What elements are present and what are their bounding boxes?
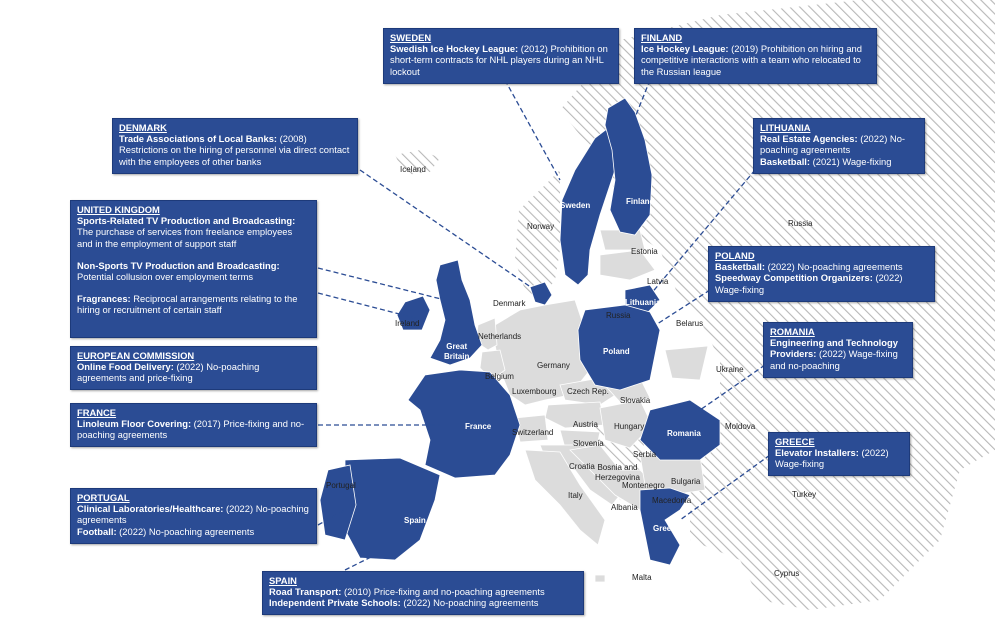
info-box-romania	[763, 322, 913, 378]
label-russia-east: Russia	[788, 219, 813, 228]
box-entry: Road Transport: (2010) Price-fixing and no-poaching agreements	[269, 586, 545, 598]
box-entry: Basketball: (2021) Wage-fixing	[760, 155, 892, 167]
box-entry: Engineering and Technology Providers: (2022) Wage-fixing and no-poaching	[770, 337, 898, 371]
label-norway: Norway	[527, 222, 555, 231]
box-title-sweden: SWEDEN	[390, 32, 432, 43]
info-box-greece	[768, 432, 910, 476]
label-bosnia: Bosnia and Herzegovina	[595, 463, 640, 482]
box-entry: Clinical Laboratories/Healthcare: (2022) No-poaching agreements	[77, 503, 309, 526]
info-box-portugal	[70, 488, 317, 544]
label-ireland: Ireland	[395, 319, 420, 328]
box-title-portugal: PORTUGAL	[77, 492, 130, 503]
label-albania: Albania	[611, 503, 638, 512]
label-slovenia: Slovenia	[573, 439, 604, 448]
box-entry: Sports-Related TV Production and Broadcasting: The purchase of services from freelance employees and in the employment of support staff	[77, 215, 296, 249]
label-latvia: Latvia	[647, 277, 669, 286]
info-box-spain	[262, 571, 584, 615]
box-entry: Real Estate Agencies: (2022) No-poaching agreements	[760, 133, 906, 156]
label-great-britain: Great Britain	[444, 342, 470, 361]
box-title-denmark: DENMARK	[119, 122, 167, 133]
box-title-greece: GREECE	[775, 436, 815, 447]
info-box-france	[70, 403, 317, 447]
label-switzerland: Switzerland	[512, 428, 554, 437]
label-portugal: Portugal	[326, 481, 356, 490]
box-entry: Online Food Delivery: (2022) No-poaching agreements and price-fixing	[77, 361, 260, 384]
label-spain: Spain	[404, 516, 426, 525]
label-macedonia: Macedonia	[652, 496, 692, 505]
box-title-poland: POLAND	[715, 250, 755, 261]
label-poland: Poland	[603, 347, 630, 356]
label-hungary: Hungary	[614, 422, 645, 431]
label-finland: Finland	[626, 197, 655, 206]
box-entry: Basketball: (2022) No-poaching agreements	[715, 261, 903, 273]
label-turkey: Turkey	[792, 490, 817, 499]
label-romania: Romania	[667, 429, 701, 438]
label-iceland: Iceland	[400, 165, 426, 174]
label-austria: Austria	[573, 420, 598, 429]
label-slovakia: Slovakia	[620, 396, 651, 405]
label-italy: Italy	[568, 491, 583, 500]
label-sweden: Sweden	[560, 201, 591, 210]
info-box-poland	[708, 246, 935, 302]
label-serbia: Serbia	[633, 450, 657, 459]
box-title-finland: FINLAND	[641, 32, 683, 43]
box-title-france: FRANCE	[77, 407, 117, 418]
label-greece: Greece	[653, 524, 681, 533]
box-entry: Speedway Competition Organizers: (2022) Wage-fixing	[715, 272, 903, 295]
info-box-finland	[634, 28, 877, 84]
box-entry: Linoleum Floor Covering: (2017) Price-fixing and no-poaching agreements	[77, 418, 305, 441]
box-entry: Swedish Ice Hockey League: (2012) Prohibition on short-term contracts for NHL players during an NHL lockout	[390, 43, 608, 77]
label-lithuania: Lithuania	[625, 298, 661, 307]
label-czech: Czech Rep.	[567, 387, 609, 396]
label-denmark: Denmark	[493, 299, 526, 308]
label-belgium: Belgium	[485, 372, 514, 381]
box-title-lithuania: LITHUANIA	[760, 122, 811, 133]
label-moldova: Moldova	[725, 422, 756, 431]
label-estonia: Estonia	[631, 247, 658, 256]
box-title-romania: ROMANIA	[770, 326, 815, 337]
label-ukraine: Ukraine	[716, 365, 744, 374]
label-cyprus: Cyprus	[774, 569, 800, 578]
label-russia-kaliningrad: Russia	[606, 311, 631, 320]
non-eu-region	[395, 0, 995, 610]
box-entry: Fragrances: Reciprocal arrangements relating to the hiring or recruitment of certain staff	[77, 293, 298, 316]
info-box-sweden	[383, 28, 619, 84]
box-title-spain: SPAIN	[269, 575, 297, 586]
label-croatia: Croatia	[569, 462, 595, 471]
box-entry: Trade Associations of Local Banks: (2008) Restrictions on the hiring of personnel via direct contact with the employees of other banks	[119, 133, 350, 167]
label-germany: Germany	[537, 361, 570, 370]
label-bulgaria: Bulgaria	[671, 477, 701, 486]
label-luxembourg: Luxembourg	[512, 387, 557, 396]
box-entry: Football: (2022) No-poaching agreements	[77, 525, 255, 537]
label-belarus: Belarus	[676, 319, 704, 328]
box-entry: Independent Private Schools: (2022) No-poaching agreements	[269, 597, 539, 609]
box-title-european-commission: EUROPEAN COMMISSION	[77, 350, 195, 361]
box-entry: Non-Sports TV Production and Broadcasting: Potential collusion over employment terms	[77, 259, 280, 283]
box-title-united-kingdom: UNITED KINGDOM	[77, 204, 160, 215]
info-box-lithuania	[753, 118, 925, 174]
label-netherlands: Netherlands	[478, 332, 522, 341]
label-montenegro: Montenegro	[622, 481, 665, 490]
label-malta: Malta	[632, 573, 652, 582]
info-box-united-kingdom	[70, 200, 317, 338]
box-entry: Ice Hockey League: (2019) Prohibition on hiring and competitive interactions with a team who relocated to the Russian league	[641, 43, 862, 77]
label-france: France	[465, 422, 492, 431]
info-box-denmark	[112, 118, 358, 174]
box-entry: Elevator Installers: (2022) Wage-fixing	[775, 447, 889, 470]
info-box-european-commission	[70, 346, 317, 390]
